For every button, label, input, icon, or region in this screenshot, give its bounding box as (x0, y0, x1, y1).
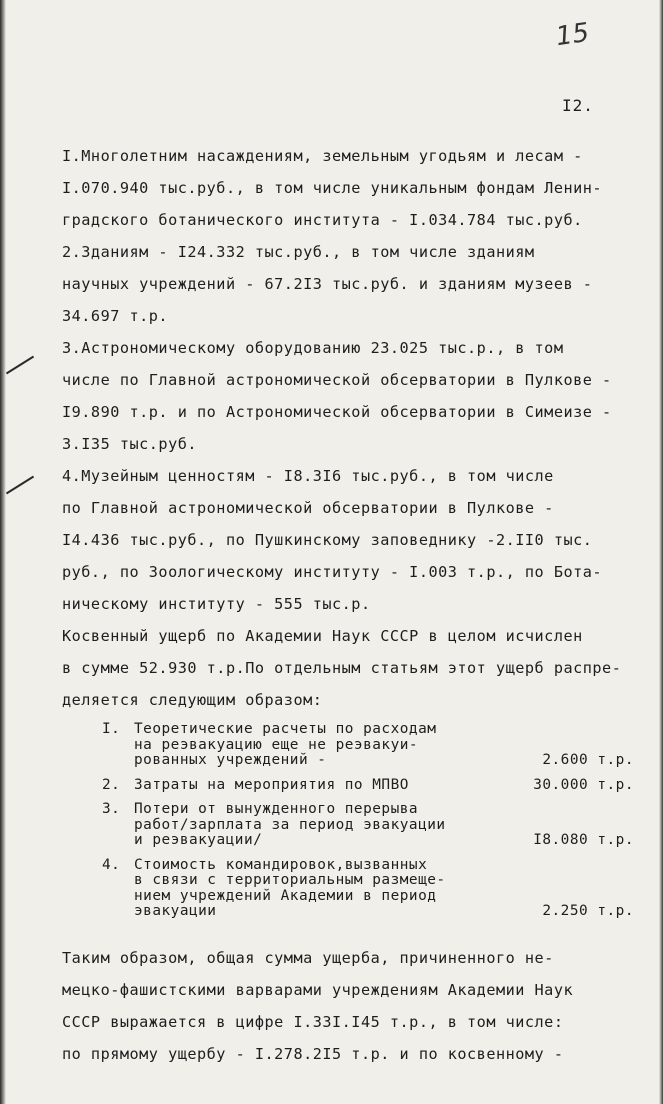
document-body (62, 140, 660, 1070)
text-line: мецко-фашистскими варварами учреждениям Академии Наук (62, 980, 574, 999)
text-line: I9.890 т.р. и по Астрономической обсерватории в Симеизе - (62, 403, 612, 421)
text-line: 34.697 т.р. (62, 307, 169, 325)
handwritten-folio-number: 15 (554, 17, 592, 53)
list-item (62, 858, 660, 920)
list-item (62, 778, 660, 794)
text-line: 3.Астрономическому оборудованию 23.025 тыс.р., в том (62, 339, 564, 357)
text-line: I.070.940 тыс.руб., в том числе уникальным фондам Ленин- (62, 179, 603, 197)
text-line: 2.Зданиям - I24.332 тыс.руб., в том числе зданиям (62, 243, 535, 261)
paragraph-astronomical-equipment (62, 332, 660, 460)
text-line: СССР выражается в цифре I.33I.I45 т.р., в том числе: (62, 1012, 564, 1031)
text-line: по прямому ущербу - I.278.2I5 т.р. и по косвенному - (62, 1044, 564, 1063)
text-line: Таким образом, общая сумма ущерба, причиненного не- (62, 948, 554, 967)
list-item-number: 3. (102, 801, 121, 817)
text-line: градского ботанического института - I.034.784 тыс.руб. (62, 211, 583, 229)
list-item (62, 802, 660, 849)
text-line: в сумме 52.930 т.р.По отдельным статьям этот ущерб распре- (62, 659, 622, 677)
list-item-amount: 2.250 т.р. (542, 903, 634, 919)
text-line: I4.436 тыс.руб., по Пушкинскому заповеднику -2.II0 тыс. (62, 531, 593, 549)
list-item-amount: 30.000 т.р. (533, 776, 634, 793)
page-number: I2. (562, 96, 594, 115)
text-line: руб., по Зоологическому институту - I.003 т.р., по Бота- (62, 563, 603, 581)
list-item-amount: I8.080 т.р. (533, 832, 634, 848)
paragraph-perennial-plantings (62, 140, 660, 236)
text-line: числе по Главной астрономической обсерватории в Пулкове - (62, 371, 612, 389)
paragraph-buildings (62, 236, 660, 332)
list-item-number: I. (102, 721, 121, 737)
scan-edge-left (0, 0, 6, 1104)
list-item (62, 722, 660, 769)
list-item-text: Затраты на мероприятия по МПВО (134, 776, 409, 793)
margin-pencil-mark (6, 356, 34, 375)
text-line: Косвенный ущерб по Академии Наук СССР в целом исчислен (62, 627, 583, 645)
list-item-number: 4. (102, 856, 121, 873)
text-line: по Главной астрономической обсерватории в Пулкове - (62, 499, 554, 517)
list-item-text: Теоретические расчеты по расходам на реэвакуацию еще не реэвакуи- рованных учреждений - (134, 721, 437, 768)
text-line: I.Многолетним насаждениям, земельным угодьям и лесам - (62, 147, 583, 165)
text-line: ническому институту - 555 тыс.р. (62, 595, 371, 613)
text-line: 4.Музейным ценностям - I8.3I6 тыс.руб., в том числе (62, 467, 554, 485)
text-line: 3.I35 тыс.руб. (62, 435, 198, 453)
text-line: научных учреждений - 67.2I3 тыс.руб. и зданиям музеев - (62, 275, 593, 293)
list-item-text: Стоимость командировок,вызванных в связи с территориальным размеще- нием учреждений Академии в период эвакуации (134, 856, 446, 919)
paragraph-indirect-damage (62, 620, 660, 716)
text-line: деляется следующим образом: (62, 691, 323, 709)
paragraph-museum-valuables (62, 460, 660, 620)
list-item-text: Потери от вынужденного перерыва работ/зарплата за период эвакуации и реэвакуации/ (134, 801, 446, 848)
indirect-damage-list (62, 722, 660, 920)
list-item-amount: 2.600 т.р. (542, 752, 634, 768)
paragraph-total-damage (62, 942, 660, 1070)
margin-pencil-mark (6, 476, 34, 495)
list-item-number: 2. (102, 776, 121, 793)
